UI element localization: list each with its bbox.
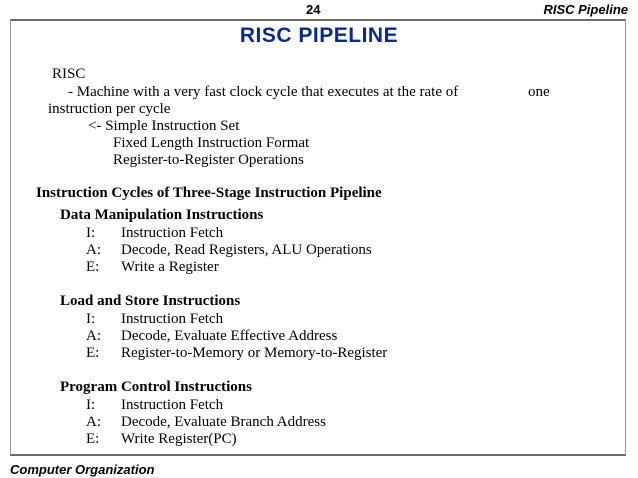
risc-sub-heading: <- Simple Instruction Set [88, 118, 240, 134]
risc-desc-line1: - Machine with a very fast clock cycle that executes at the rate of [68, 84, 459, 100]
cycles-heading: Instruction Cycles of Three-Stage Instruction Pipeline [36, 185, 382, 201]
stage-row [86, 414, 326, 431]
stage-text: Decode, Read Registers, ALU Operations [121, 242, 372, 258]
risc-desc-line2: instruction per cycle [48, 101, 171, 117]
stage-row [86, 259, 219, 276]
stage-label: E: [86, 345, 100, 361]
group-title-data-manipulation: Data Manipulation Instructions [60, 207, 264, 223]
page-number: 24 [306, 2, 321, 17]
risc-feature-1: Fixed Length Instruction Format [113, 135, 310, 151]
stage-row [86, 311, 223, 328]
risc-feature-2: Register-to-Register Operations [113, 152, 304, 168]
stage-label: E: [86, 431, 100, 447]
stage-label: I: [86, 397, 96, 413]
stage-label: A: [86, 242, 101, 258]
stage-row [86, 431, 237, 448]
stage-text: Register-to-Memory or Memory-to-Register [121, 345, 388, 361]
stage-label: A: [86, 328, 101, 344]
stage-label: A: [86, 414, 101, 430]
stage-text: Write a Register [121, 259, 219, 275]
stage-text: Instruction Fetch [121, 311, 224, 327]
footer-course-title: Computer Organization [10, 462, 155, 477]
stage-text: Decode, Evaluate Effective Address [121, 328, 338, 344]
stage-label: E: [86, 259, 100, 275]
stage-label: I: [86, 225, 96, 241]
stage-text: Instruction Fetch [121, 397, 224, 413]
stage-row [86, 242, 372, 259]
stage-text: Write Register(PC) [121, 431, 237, 447]
slide-title: RISC PIPELINE [239, 24, 399, 47]
section-title: RISC Pipeline [543, 2, 628, 17]
stage-text: Decode, Evaluate Branch Address [121, 414, 326, 430]
risc-heading: RISC [52, 66, 86, 82]
stage-row [86, 345, 387, 362]
group-title-load-store: Load and Store Instructions [60, 293, 241, 309]
risc-desc-word: one [528, 84, 550, 100]
group-title-program-control: Program Control Instructions [60, 379, 252, 395]
stage-label: I: [86, 311, 96, 327]
stage-text: Instruction Fetch [121, 225, 224, 241]
stage-row [86, 397, 223, 414]
stage-row [86, 328, 337, 345]
stage-row [86, 225, 223, 242]
